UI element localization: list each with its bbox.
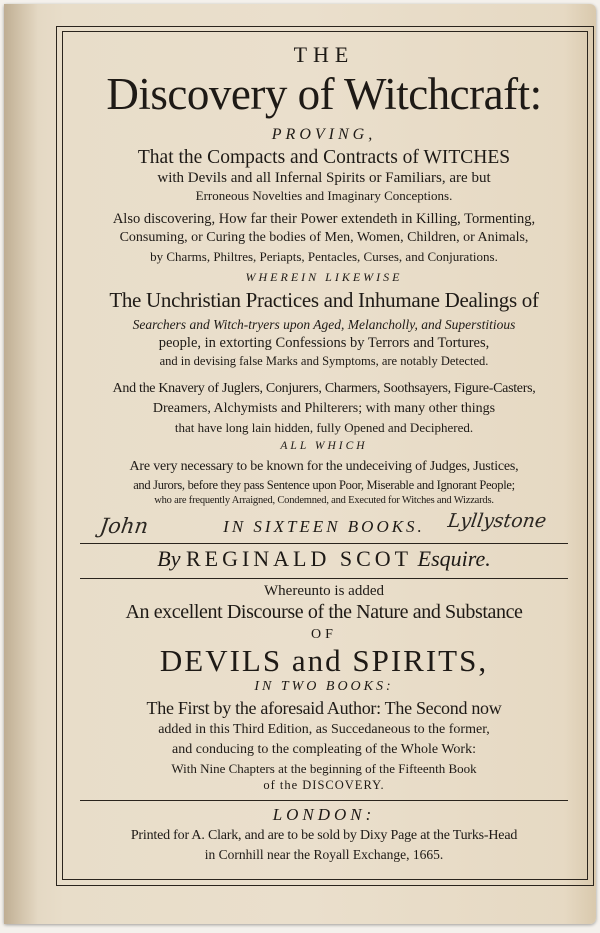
body-line: with Devils and all Infernal Spirits or Familiars, are but <box>157 170 491 186</box>
handwritten-annotation-left: John <box>98 514 150 538</box>
author-suffix: Esquire. <box>417 546 491 571</box>
addition-line: With Nine Chapters at the beginning of the Fifteenth Book <box>171 761 477 776</box>
body-line: who are frequently Arraigned, Condemned, and Executed for Witches and Wizzards. <box>154 495 494 506</box>
body-line: and in devising false Marks and Symptoms, are notably Detected. <box>159 354 489 368</box>
body-line: by Charms, Philtres, Periapts, Pentacles, Curses, and Conjurations. <box>150 249 498 264</box>
addition-line: Whereunto is added <box>264 583 384 599</box>
page-title: Discovery of Witchcraft: <box>106 69 542 119</box>
books-line: IN SIXTEEN BOOKS. <box>223 517 425 536</box>
body-line: and Jurors, before they pass Sentence upon Poor, Miserable and Ignorant People; <box>133 478 515 492</box>
addition-line: DEVILS and SPIRITS, <box>159 643 489 678</box>
body-line: The Unchristian Practices and Inhumane Dealings of <box>109 288 539 312</box>
rule <box>80 543 568 544</box>
author-line <box>66 548 582 570</box>
addition-line: and conducing to the compleating of the Whole Work: <box>172 742 476 757</box>
rule <box>80 800 568 801</box>
body-line: Dreamers, Alchymists and Philterers; with many other things <box>152 401 496 416</box>
body-line: Also discovering, How far their Power extendeth in Killing, Tormenting, <box>112 211 536 227</box>
body-line: Erroneous Novelties and Imaginary Conceptions. <box>195 188 453 203</box>
imprint-city: LONDON: <box>272 805 376 824</box>
imprint-line: Printed for A. Clark, and are to be sold by Dixy Page at the Turks-Head <box>130 828 518 843</box>
proving-heading: PROVING, <box>271 126 377 143</box>
body-line: Consuming, or Curing the bodies of Men, Women, Children, or Animals, <box>119 230 529 245</box>
title-the: THE <box>293 42 355 67</box>
body-line: That the Compacts and Contracts of WITCHES <box>137 147 511 168</box>
body-line: Are very necessary to be known for the undeceiving of Judges, Justices, <box>129 459 519 474</box>
addition-line: An excellent Discourse of the Nature and Substance <box>125 601 523 623</box>
handwritten-annotation-right: Lyllystone <box>446 510 548 532</box>
addition-line: OF <box>311 627 337 642</box>
rule <box>80 578 568 579</box>
addition-line: The First by the aforesaid Author: The Second now <box>146 698 502 718</box>
author-by: By <box>157 546 181 571</box>
author-name: REGINALD SCOT <box>185 546 413 571</box>
body-line: And the Knavery of Juglers, Conjurers, Charmers, Soothsayers, Figure-Casters, <box>112 381 536 396</box>
addition-line: of the DISCOVERY. <box>263 778 385 792</box>
body-line: ALL WHICH <box>280 440 368 452</box>
book-gutter <box>4 4 38 924</box>
body-line: people, in extorting Confessions by Terrors and Tortures, <box>158 335 490 351</box>
body-line: that have long lain hidden, fully Opened and Deciphered. <box>174 420 474 435</box>
body-line: WHEREIN LIKEWISE <box>245 270 403 284</box>
addition-line: added in this Third Edition, as Succedaneous to the former, <box>158 722 490 737</box>
body-line: Searchers and Witch-tryers upon Aged, Melancholly, and Superstitious <box>132 317 516 332</box>
imprint-line: in Cornhill near the Royall Exchange, 1665. <box>204 847 444 862</box>
addition-line: IN TWO BOOKS: <box>254 679 394 694</box>
